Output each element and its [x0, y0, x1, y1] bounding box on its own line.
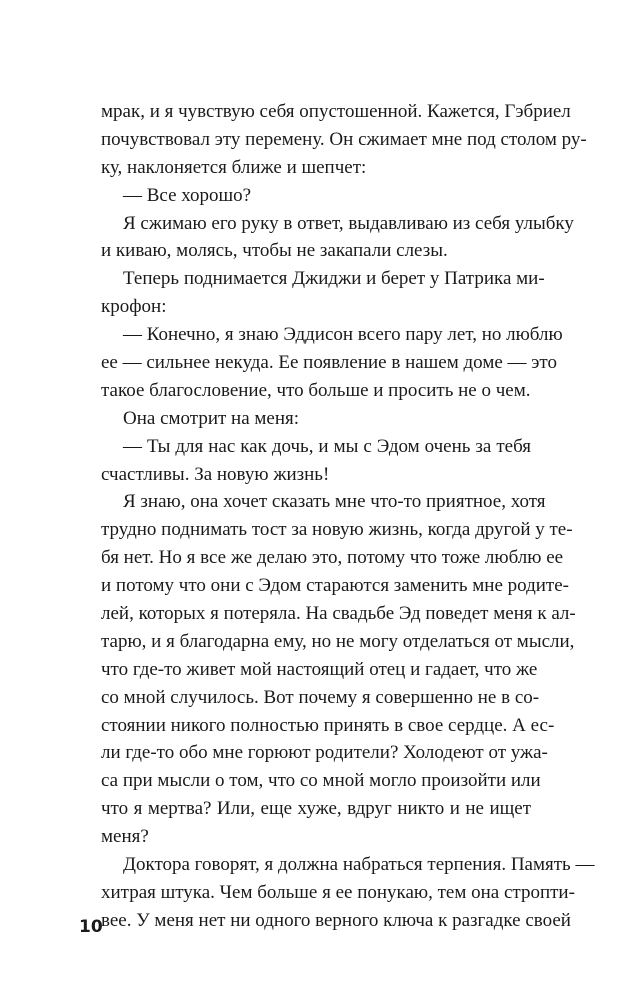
- text-line: трудно поднимать тост за новую жизнь, когда другой у те-: [101, 519, 573, 541]
- text-line: Она смотрит на меня:: [123, 407, 300, 429]
- text-line: са при мысли о том, что со мной могло произойти или: [101, 770, 541, 792]
- text-line: ее — сильнее некуда. Ее появление в нашем доме — это: [101, 352, 557, 374]
- text-line: крофон:: [101, 296, 167, 318]
- text-line: лей, которых я потеряла. На свадьбе Эд поведет меня к ал-: [101, 603, 576, 625]
- text-line: почувствовал эту перемену. Он сжимает мне под столом ру-: [101, 128, 587, 150]
- body-text: [101, 98, 595, 935]
- text-line: Я знаю, она хочет сказать мне что-то приятное, хотя: [123, 491, 546, 513]
- text-line: Я сжимаю его руку в ответ, выдавливаю из себя улыбку: [123, 212, 574, 234]
- text-line: бя нет. Но я все же делаю это, потому что тоже люблю ее: [101, 547, 564, 569]
- text-line: ку, наклоняется ближе и шепчет:: [101, 156, 367, 178]
- text-line: хитрая штука. Чем больше я ее понукаю, тем она стропти-: [101, 881, 575, 903]
- text-line: Теперь поднимается Джиджи и берет у Патрика ми-: [123, 268, 545, 290]
- text-line: — Конечно, я знаю Эддисон всего пару лет, но люблю: [123, 324, 563, 346]
- text-line: мрак, и я чувствую себя опустошенной. Кажется, Гэбриел: [101, 101, 571, 122]
- text-line: стоянии никого полностью принять в свое сердце. А ес-: [101, 714, 555, 736]
- text-line: что я мертва? Или, еще хуже, вдруг никто и не ищет: [101, 798, 531, 820]
- text-line: ли где-то обо мне горюют родители? Холодеют от ужа-: [101, 742, 548, 764]
- text-line: такое благословение, что больше и просить не о чем.: [101, 379, 531, 401]
- text-line: счастливы. За новую жизнь!: [101, 463, 330, 485]
- text-line: вее. У меня нет ни одного верного ключа к разгадке своей: [101, 909, 571, 931]
- text-line: меня?: [101, 826, 149, 848]
- text-line: — Все хорошо?: [123, 184, 252, 206]
- text-line: — Ты для нас как дочь, и мы с Эдом очень за тебя: [123, 435, 531, 457]
- text-line: и потому что они с Эдом стараются заменить мне родите-: [101, 575, 569, 597]
- text-line: со мной случилось. Вот почему я совершенно не в со-: [101, 686, 540, 708]
- text-line: и киваю, молясь, чтобы не закапали слезы.: [101, 240, 448, 262]
- text-line: тарю, и я благодарна ему, но не могу отделаться от мысли,: [101, 630, 575, 652]
- text-line: что где-то живет мой настоящий отец и гадает, что же: [101, 658, 538, 680]
- text-line: Доктора говорят, я должна набраться терпения. Память —: [123, 854, 595, 876]
- page-number: 10: [79, 917, 103, 937]
